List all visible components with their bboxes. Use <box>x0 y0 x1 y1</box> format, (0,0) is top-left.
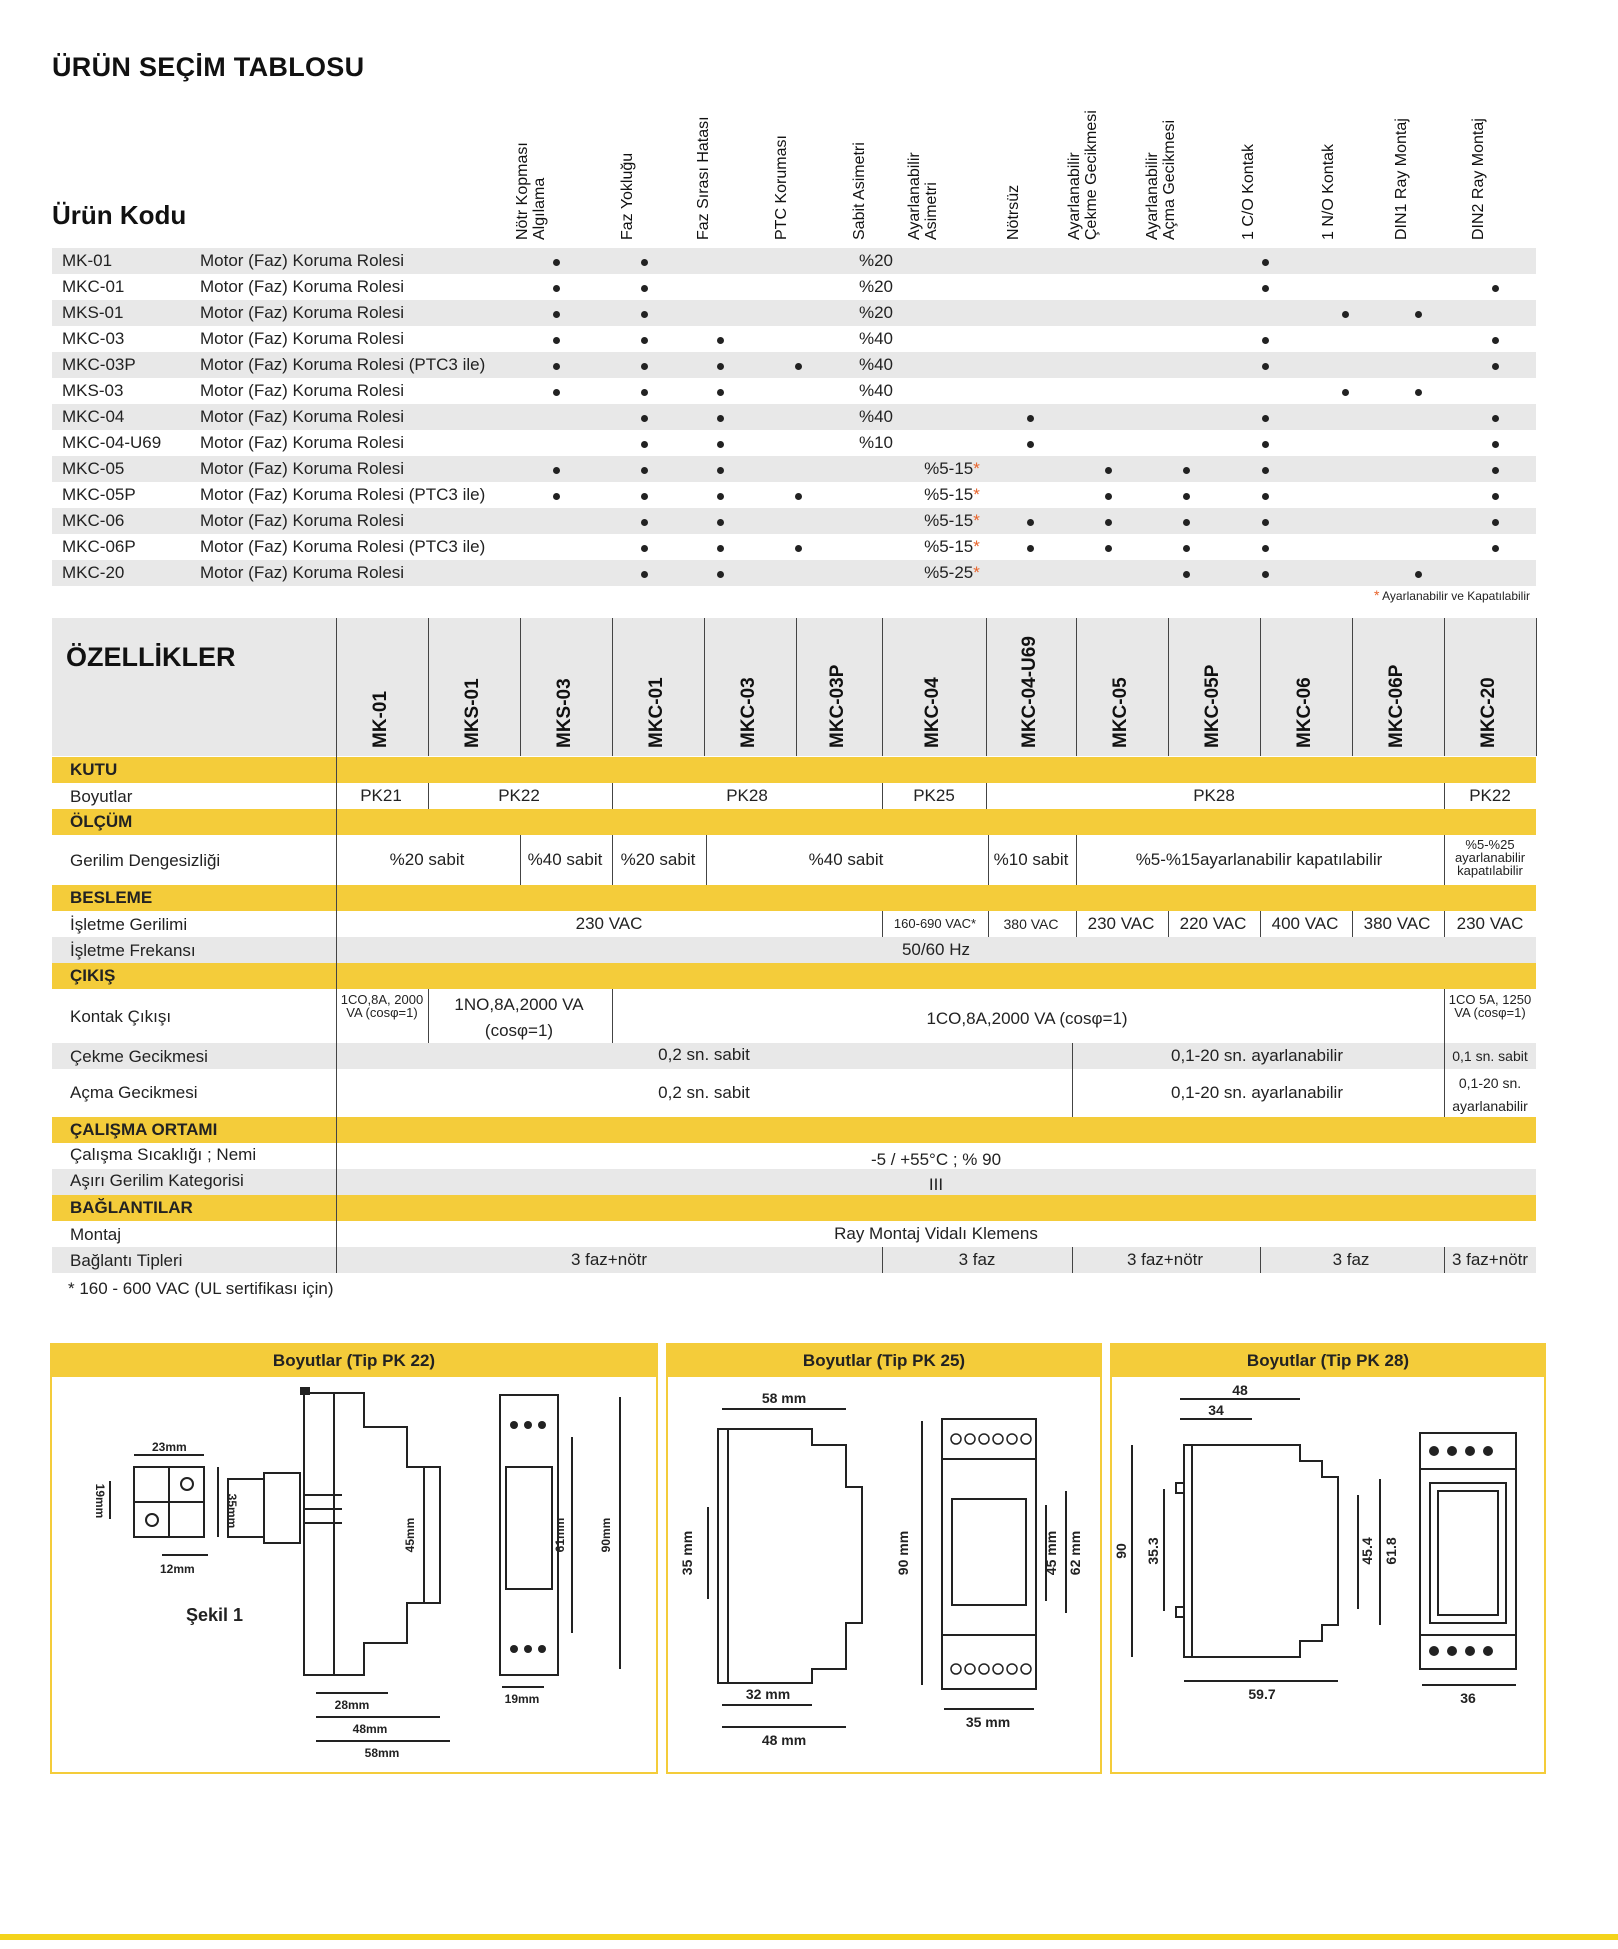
pk22-label-8: 48mm <box>352 1722 388 1736</box>
diagram-pk28-title: Boyutlar (Tip PK 28) <box>1112 1345 1544 1377</box>
feature-dot <box>1235 407 1295 427</box>
feature-dot <box>614 537 674 557</box>
cell-divider <box>1260 1247 1261 1273</box>
table-row <box>52 560 1536 586</box>
cell-boyut-mkc20: PK22 <box>1469 786 1511 805</box>
product-code: MKS-01 <box>62 303 124 322</box>
footnote: * 160 - 600 VAC (UL sertifikası için) <box>68 1279 334 1298</box>
product-name: Motor (Faz) Koruma Rolesi <box>200 459 405 478</box>
pk22-label-0: 23mm <box>152 1440 187 1454</box>
table-row <box>52 326 1536 352</box>
grid-line <box>704 618 705 756</box>
grid-line <box>882 618 883 756</box>
grid-line <box>428 618 429 756</box>
cell-kontak-2: 1NO,8A,2000 VA (cosφ=1) <box>454 995 584 1040</box>
grid-line <box>796 618 797 756</box>
pk28-label-2: 90 <box>1113 1543 1129 1559</box>
row-isletme-frekansi: İşletme Frekansı <box>52 937 1536 963</box>
grid-line <box>520 618 521 756</box>
pk25-label-2: 90 mm <box>895 1530 911 1576</box>
section-baglanti: BAĞLANTILAR <box>52 1195 1536 1221</box>
row-acma: Açma Gecikmesi <box>70 1083 198 1102</box>
cell-gerilim-7: %5-%25 ayarlanabilir kapatılabilir <box>1454 837 1526 878</box>
feature-dot <box>1315 381 1375 401</box>
cell-volt-2: 160-690 VAC* <box>893 916 977 931</box>
model-column-header: MKC-20 <box>1478 677 1499 748</box>
pk25-label-3: 45 mm <box>1043 1530 1059 1576</box>
cell-baglanti-3: 3 faz+nötr <box>1126 1250 1204 1269</box>
feature-dot <box>690 485 750 505</box>
feature-dot <box>1156 563 1216 583</box>
pk28-label-6: 59.7 <box>1248 1686 1276 1702</box>
product-name: Motor (Faz) Koruma Rolesi (PTC3 ile) <box>200 355 486 374</box>
product-code: MK-01 <box>62 251 113 270</box>
table-row <box>52 274 1536 300</box>
product-code: MKC-05P <box>62 485 136 504</box>
feature-dot <box>614 303 674 323</box>
product-name: Motor (Faz) Koruma Rolesi <box>200 277 405 296</box>
model-column-header: MKC-05 <box>1110 677 1131 748</box>
cell-divider <box>986 783 987 809</box>
feature-dot <box>1235 329 1295 349</box>
product-name: Motor (Faz) Koruma Rolesi <box>200 433 405 452</box>
cell-kontak-1: 1CO,8A, 2000 VA (cosφ=1) <box>340 992 424 1020</box>
cell-baglanti-4: 3 faz <box>1332 1250 1370 1269</box>
pk28-drawing <box>1112 1379 1544 1771</box>
model-column-header: MKC-01 <box>646 677 667 748</box>
feature-dot <box>1235 511 1295 531</box>
pk28-label-7: 36 <box>1460 1690 1476 1706</box>
pk22-label-9: 58mm <box>364 1746 400 1760</box>
cell-acma-2: 0,1-20 sn. ayarlanabilir <box>1171 1083 1343 1102</box>
pk25-label-0: 58 mm <box>761 1390 807 1406</box>
product-code: MKC-01 <box>62 277 125 296</box>
cell-freq: 50/60 Hz <box>901 940 971 959</box>
feature-dot <box>526 485 586 505</box>
cell-volt-1: 230 VAC <box>575 914 643 933</box>
feature-dot <box>614 329 674 349</box>
model-column-header: MKC-06P <box>1386 664 1407 748</box>
row-gerilim: Gerilim Dengesizliği <box>70 851 221 870</box>
grid-line <box>986 618 987 756</box>
product-code: MKC-03 <box>62 329 125 348</box>
feature-dot <box>526 329 586 349</box>
feature-dot <box>1388 303 1448 323</box>
row-montaj: Montaj <box>70 1225 122 1244</box>
cell-divider <box>1444 1247 1445 1273</box>
product-name: Motor (Faz) Koruma Rolesi <box>200 381 405 400</box>
cell-gerilim-3: %20 sabit <box>620 850 696 869</box>
cell-baglanti-2: 3 faz <box>958 1250 996 1269</box>
grid-line <box>612 618 613 756</box>
row-baglanti-tipleri: Bağlantı Tipleri <box>52 1247 1536 1273</box>
product-name: Motor (Faz) Koruma Rolesi <box>200 511 405 530</box>
fixed-asymmetry: %10 <box>858 433 894 452</box>
feature-dot <box>690 355 750 375</box>
feature-dot <box>1156 485 1216 505</box>
feature-dot <box>1156 537 1216 557</box>
adjustable-asymmetry: %5-15* <box>924 511 980 530</box>
row-sicaklik: Çalışma Sıcaklığı ; Nemi <box>70 1145 257 1164</box>
divider-main <box>336 618 337 1273</box>
product-name: Motor (Faz) Koruma Rolesi (PTC3 ile) <box>200 485 486 504</box>
pk22-label-7: 28mm <box>334 1698 370 1712</box>
diagram-pk22 <box>50 1343 658 1774</box>
product-code: MKC-06 <box>62 511 125 530</box>
pk22-label-5: 61mm <box>553 1517 567 1553</box>
cell-acma-3: 0,1-20 sn. ayarlanabilir <box>1452 1075 1528 1114</box>
feature-dot <box>1156 459 1216 479</box>
model-column-header: MKC-06 <box>1294 677 1315 748</box>
product-name: Motor (Faz) Koruma Rolesi <box>200 303 405 322</box>
feature-dot <box>1078 485 1138 505</box>
diagram-pk25-title: Boyutlar (Tip PK 25) <box>668 1345 1100 1377</box>
page-title: ÜRÜN SEÇİM TABLOSU <box>52 52 365 82</box>
grid-line <box>1444 618 1445 756</box>
cell-volt-7: 380 VAC <box>1363 914 1431 933</box>
pk25-label-6: 48 mm <box>761 1732 807 1748</box>
product-code: MKS-03 <box>62 381 124 400</box>
feature-dot <box>1235 485 1295 505</box>
feature-dot <box>1465 537 1525 557</box>
cell-volt-5: 220 VAC <box>1179 914 1247 933</box>
cell-baglanti-1: 3 faz+nötr <box>570 1250 648 1269</box>
cell-volt-8: 230 VAC <box>1456 914 1524 933</box>
feature-dot <box>1235 563 1295 583</box>
grid-line <box>1076 618 1077 756</box>
feature-dot <box>1156 511 1216 531</box>
table-row <box>52 482 1536 508</box>
feature-dot <box>1000 407 1060 427</box>
fixed-asymmetry: %20 <box>858 277 894 296</box>
cell-divider <box>1444 835 1445 885</box>
feature-dot <box>526 381 586 401</box>
cell-sicaklik: -5 / +55°C ; % 90 <box>870 1150 1002 1169</box>
pk28-label-1: 34 <box>1208 1402 1224 1418</box>
product-code: MKC-06P <box>62 537 136 556</box>
product-name: Motor (Faz) Koruma Rolesi <box>200 563 405 582</box>
product-name: Motor (Faz) Koruma Rolesi <box>200 329 405 348</box>
cell-divider <box>882 783 883 809</box>
product-code: MKC-04-U69 <box>62 433 162 452</box>
cell-divider <box>1260 911 1261 937</box>
row-asiri: Aşırı Gerilim Kategorisi <box>52 1169 1536 1195</box>
model-column-header: MKC-04 <box>922 677 943 748</box>
pk25-drawing <box>668 1379 1100 1771</box>
feature-dot <box>614 433 674 453</box>
feature-dot <box>768 537 828 557</box>
feature-dot <box>1235 537 1295 557</box>
product-name: Motor (Faz) Koruma Rolesi <box>200 251 405 270</box>
grid-line <box>1352 618 1353 756</box>
model-column-header: MKC-04-U69 <box>1019 636 1040 748</box>
fixed-asymmetry: %40 <box>858 329 894 348</box>
feature-dot <box>1315 303 1375 323</box>
diagram-pk28 <box>1110 1343 1546 1774</box>
cell-gerilim-4: %40 sabit <box>808 850 884 869</box>
pk28-label-4: 45.4 <box>1359 1537 1375 1565</box>
pk22-figure-label: Şekil 1 <box>186 1605 244 1625</box>
feature-dot <box>1465 511 1525 531</box>
grid-line <box>1536 618 1537 756</box>
row-isletme-gerilimi: İşletme Gerilimi <box>70 915 188 934</box>
cell-boyut-mk01: PK21 <box>360 786 402 805</box>
fixed-asymmetry: %40 <box>858 355 894 374</box>
specs-title: ÖZELLİKLER <box>66 642 236 672</box>
feature-dot <box>614 563 674 583</box>
cell-acma-1: 0,2 sn. sabit <box>658 1083 750 1102</box>
feature-dot <box>690 433 750 453</box>
pk25-label-4: 62 mm <box>1067 1530 1083 1576</box>
cell-divider <box>706 835 707 885</box>
feature-dot <box>690 537 750 557</box>
feature-dot <box>690 459 750 479</box>
feature-dot <box>1388 563 1448 583</box>
pk22-label-4: 45mm <box>403 1517 417 1553</box>
table-row <box>52 456 1536 482</box>
adjustable-note: * Ayarlanabilir ve Kapatılabilir <box>1374 587 1530 603</box>
feature-dot <box>526 355 586 375</box>
grid-line <box>1168 618 1169 756</box>
cell-divider <box>1076 835 1077 885</box>
feature-dot <box>1235 355 1295 375</box>
cell-cekme-1: 0,2 sn. sabit <box>658 1045 750 1064</box>
section-cikis: ÇIKIŞ <box>52 963 1536 989</box>
cell-divider <box>1352 911 1353 937</box>
cell-cekme-3: 0,1 sn. sabit <box>1452 1048 1528 1064</box>
pk28-label-0: 48 <box>1232 1382 1248 1398</box>
cell-divider <box>1444 911 1445 937</box>
section-besleme: BESLEME <box>52 885 1536 911</box>
feature-dot <box>526 277 586 297</box>
pk28-label-5: 61.8 <box>1383 1537 1399 1565</box>
fixed-asymmetry: %20 <box>858 303 894 322</box>
cell-cekme-2: 0,1-20 sn. ayarlanabilir <box>1171 1046 1343 1065</box>
diagram-pk25 <box>666 1343 1102 1774</box>
cell-volt-4: 230 VAC <box>1087 914 1155 933</box>
feature-dot <box>1078 511 1138 531</box>
feature-dot <box>1235 459 1295 479</box>
cell-baglanti-5: 3 faz+nötr <box>1451 1250 1529 1269</box>
pk22-label-6: 90mm <box>599 1517 613 1553</box>
pk25-label-1: 35 mm <box>679 1530 695 1576</box>
pk25-label-7: 35 mm <box>965 1714 1011 1730</box>
cell-divider <box>428 783 429 809</box>
table-row <box>52 404 1536 430</box>
table-row <box>52 300 1536 326</box>
feature-dot <box>526 303 586 323</box>
feature-dot <box>690 407 750 427</box>
adjustable-asymmetry: %5-15* <box>924 537 980 556</box>
feature-dot <box>1465 355 1525 375</box>
cell-divider <box>882 1247 883 1273</box>
pk22-label-3: 12mm <box>160 1562 195 1576</box>
cell-divider <box>612 783 613 809</box>
model-column-header: MK-01 <box>370 690 391 748</box>
cell-divider <box>1444 783 1445 809</box>
feature-dot <box>1000 511 1060 531</box>
cell-divider <box>988 911 989 937</box>
adjustable-asymmetry: %5-25* <box>924 563 980 582</box>
row-boyutlar: Boyutlar <box>70 787 133 806</box>
cell-boyut-mkc04: PK25 <box>913 786 955 805</box>
cell-boyut-mkc01-03p: PK28 <box>726 786 768 805</box>
feature-dot <box>1465 277 1525 297</box>
cell-divider <box>428 989 429 1043</box>
feature-dot <box>614 485 674 505</box>
feature-dot <box>1388 381 1448 401</box>
row-cekme: Çekme Gecikmesi <box>52 1043 1536 1069</box>
cell-kontak-4: 1CO 5A, 1250 VA (cosφ=1) <box>1448 992 1532 1020</box>
feature-dot <box>1235 433 1295 453</box>
feature-dot <box>614 407 674 427</box>
feature-dot <box>614 381 674 401</box>
feature-dot <box>614 459 674 479</box>
cell-gerilim-2: %40 sabit <box>527 850 603 869</box>
section-kutu: KUTU <box>52 757 1536 783</box>
table-row <box>52 248 1536 274</box>
cell-divider <box>988 835 989 885</box>
feature-dot <box>614 355 674 375</box>
feature-dot <box>526 459 586 479</box>
product-name: Motor (Faz) Koruma Rolesi <box>200 407 405 426</box>
model-column-header: MKS-03 <box>554 678 575 748</box>
feature-dot <box>1078 459 1138 479</box>
product-code: MKC-03P <box>62 355 136 374</box>
cell-divider <box>1444 989 1445 1043</box>
cell-divider <box>882 911 883 937</box>
feature-dot <box>1465 459 1525 479</box>
feature-dot <box>614 251 674 271</box>
model-column-header: MKC-03 <box>738 677 759 748</box>
cell-divider <box>612 989 613 1043</box>
table-row <box>52 508 1536 534</box>
cell-divider <box>520 835 521 885</box>
cell-divider <box>1076 911 1077 937</box>
adjustable-asymmetry: %5-15* <box>924 485 980 504</box>
product-code: MKC-05 <box>62 459 125 478</box>
pk22-label-1: 35mm <box>225 1493 239 1529</box>
cell-kontak-3: 1CO,8A,2000 VA (cosφ=1) <box>926 1009 1128 1028</box>
cell-gerilim-1: %20 sabit <box>389 850 465 869</box>
feature-dot <box>1465 407 1525 427</box>
cell-boyut-mkc04u69-06p: PK28 <box>1193 786 1235 805</box>
fixed-asymmetry: %40 <box>858 407 894 426</box>
feature-dot <box>1235 277 1295 297</box>
feature-dot <box>690 329 750 349</box>
pk25-label-5: 32 mm <box>745 1686 791 1702</box>
pk28-label-3: 35.3 <box>1145 1537 1161 1565</box>
model-column-header: MKC-05P <box>1202 664 1223 748</box>
model-column-header: MKS-01 <box>462 678 483 748</box>
feature-dot <box>1235 251 1295 271</box>
feature-dot <box>1078 537 1138 557</box>
feature-dot <box>1000 433 1060 453</box>
cell-divider <box>1072 1247 1073 1273</box>
section-olcum: ÖLÇÜM <box>52 809 1536 835</box>
adjustable-asymmetry: %5-15* <box>924 459 980 478</box>
feature-dot <box>690 511 750 531</box>
pk22-label-2: 19mm <box>93 1483 107 1519</box>
feature-dot <box>1000 537 1060 557</box>
cell-montaj: Ray Montaj Vidalı Klemens <box>834 1224 1038 1243</box>
table-row <box>52 378 1536 404</box>
feature-dot <box>1465 485 1525 505</box>
cell-divider <box>1072 1043 1073 1117</box>
table-row <box>52 534 1536 560</box>
cell-divider <box>1444 1043 1445 1117</box>
feature-dot <box>768 355 828 375</box>
pk22-drawing <box>52 1379 656 1771</box>
fixed-asymmetry: %40 <box>858 381 894 400</box>
cell-divider <box>612 835 613 885</box>
cell-asiri: III <box>928 1175 944 1194</box>
feature-dot <box>690 563 750 583</box>
bottom-rule <box>0 1934 1618 1940</box>
product-name: Motor (Faz) Koruma Rolesi (PTC3 ile) <box>200 537 486 556</box>
diagram-pk22-title: Boyutlar (Tip PK 22) <box>52 1345 656 1377</box>
model-column-header: MKC-03P <box>827 664 848 748</box>
row-kontak: Kontak Çıkışı <box>70 1007 172 1026</box>
cell-volt-3: 380 VAC <box>1003 916 1059 932</box>
section-ortam: ÇALIŞMA ORTAMI <box>52 1117 1536 1143</box>
grid-line <box>1260 618 1261 756</box>
cell-boyut-mks: PK22 <box>498 786 540 805</box>
product-code: MKC-20 <box>62 563 125 582</box>
feature-dot <box>1465 329 1525 349</box>
cell-divider <box>1168 911 1169 937</box>
table-row <box>52 352 1536 378</box>
product-code: MKC-04 <box>62 407 125 426</box>
feature-dot <box>690 381 750 401</box>
feature-dot <box>614 277 674 297</box>
cell-volt-6: 400 VAC <box>1271 914 1339 933</box>
cell-gerilim-5: %10 sabit <box>993 850 1069 869</box>
feature-dot <box>526 251 586 271</box>
feature-dot <box>768 485 828 505</box>
fixed-asymmetry: %20 <box>858 251 894 270</box>
table-row <box>52 430 1536 456</box>
cell-gerilim-6: %5-%15ayarlanabilir kapatılabilir <box>1135 850 1383 869</box>
feature-dot <box>614 511 674 531</box>
pk22-label-10: 19mm <box>504 1692 540 1706</box>
product-code-heading: Ürün Kodu <box>52 200 187 230</box>
feature-dot <box>1465 433 1525 453</box>
